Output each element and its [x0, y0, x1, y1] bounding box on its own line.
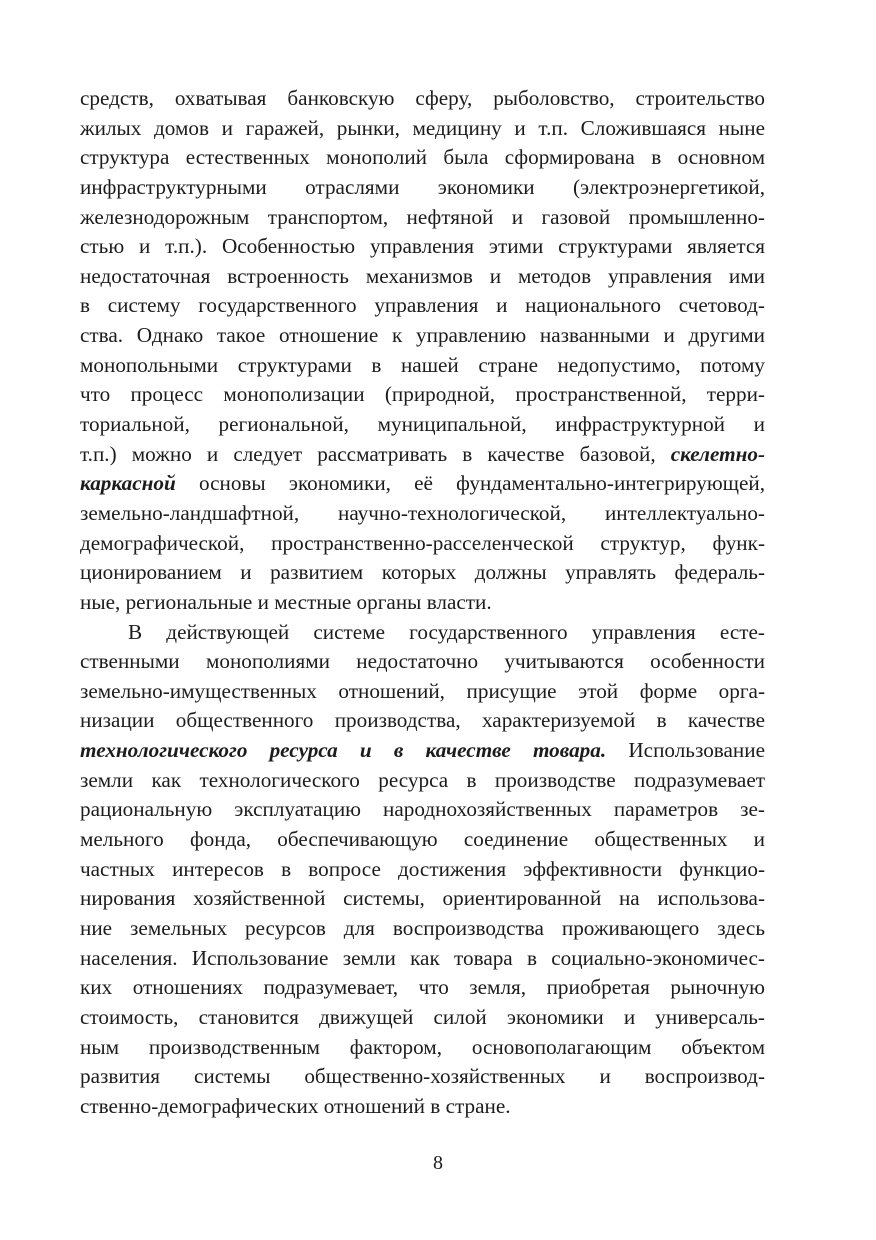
text-line: В действующей системе государственного управления есте-	[128, 619, 765, 644]
text-line: земельно-ландшафтной, научно-технологической, интеллектуально-	[80, 500, 765, 525]
text-line: земельно-имущественных отношений, присущие этой форме орга-	[80, 678, 765, 703]
body-text	[80, 84, 765, 1121]
text-line: ториальной, региональной, муниципальной, инфраструктурной и	[80, 412, 765, 437]
text-run: основы экономики, её фундаментально-интегрирующей,	[198, 471, 766, 496]
text-line: ные, региональные и местные органы власти.	[80, 589, 492, 614]
text-line: демографической, пространственно-расселенческой структур, функ-	[80, 530, 765, 555]
emphasis-term: скелетно-	[670, 441, 766, 466]
text-line: недостаточная встроенность механизмов и методов управления ими	[80, 263, 765, 288]
paragraph-2	[80, 618, 765, 1122]
text-line: структура естественных монополий была сформирована в основном	[80, 145, 765, 170]
text-line: ства. Однако такое отношение к управлению названными и другими	[80, 323, 765, 348]
page-number: 8	[433, 1152, 443, 1174]
text-run: т.п.) можно и следует рассматривать в качестве базовой,	[80, 441, 656, 466]
text-line: инфраструктурными отраслями экономики (электроэнергетикой,	[80, 174, 765, 199]
text-line: рациональную эксплуатацию народнохозяйственных параметров зе-	[80, 797, 765, 822]
text-line: стью и т.п.). Особенностью управления этими структурами является	[80, 234, 765, 259]
emphasis-term: каркасной	[80, 471, 176, 496]
text-line: железнодорожным транспортом, нефтяной и газовой промышленно-	[80, 204, 765, 229]
text-line: низации общественного производства, характеризуемой в качестве	[80, 708, 765, 733]
text-line	[80, 736, 765, 766]
text-line: ких отношениях подразумевает, что земля, приобретая рыночную	[80, 975, 765, 1000]
paragraph-1	[80, 84, 765, 618]
text-line: ственно-демографических отношений в стране.	[80, 1093, 511, 1118]
text-line: развития системы общественно-хозяйственных и воспроизвод-	[80, 1064, 765, 1089]
text-line: монопольными структурами в нашей стране недопустимо, потому	[80, 352, 765, 377]
text-line: ние земельных ресурсов для воспроизводства проживающего здесь	[80, 915, 765, 940]
text-line: населения. Использование земли как товара в социально-экономичес-	[80, 945, 765, 970]
text-line: мельного фонда, обеспечивающую соединение общественных и	[80, 827, 765, 852]
text-line	[80, 440, 765, 470]
text-line: ственными монополиями недостаточно учитываются особенности	[80, 649, 765, 674]
text-line: ционированием и развитием которых должны управлять федераль-	[80, 560, 765, 585]
text-line: что процесс монополизации (природной, пространственной, терри-	[80, 382, 765, 407]
text-line: жилых домов и гаражей, рынки, медицину и т.п. Сложившаяся ныне	[80, 115, 765, 140]
text-line: земли как технологического ресурса в производстве подразумевает	[80, 767, 765, 792]
text-run: Использование	[628, 738, 766, 763]
text-line: нирования хозяйственной системы, ориентированной на использова-	[80, 886, 765, 911]
emphasis-term: технологического ресурса и в качестве товара.	[80, 738, 607, 763]
text-line: в систему государственного управления и национального счетовод-	[80, 293, 765, 318]
text-line: ным производственным фактором, основополагающим объектом	[80, 1034, 765, 1059]
text-line: средств, охватывая банковскую сферу, рыболовство, строительство	[80, 86, 765, 110]
text-line: стоимость, становится движущей силой экономики и универсаль-	[80, 1004, 765, 1029]
text-line	[80, 469, 765, 499]
text-line: частных интересов в вопросе достижения эффективности функцио-	[80, 856, 765, 881]
